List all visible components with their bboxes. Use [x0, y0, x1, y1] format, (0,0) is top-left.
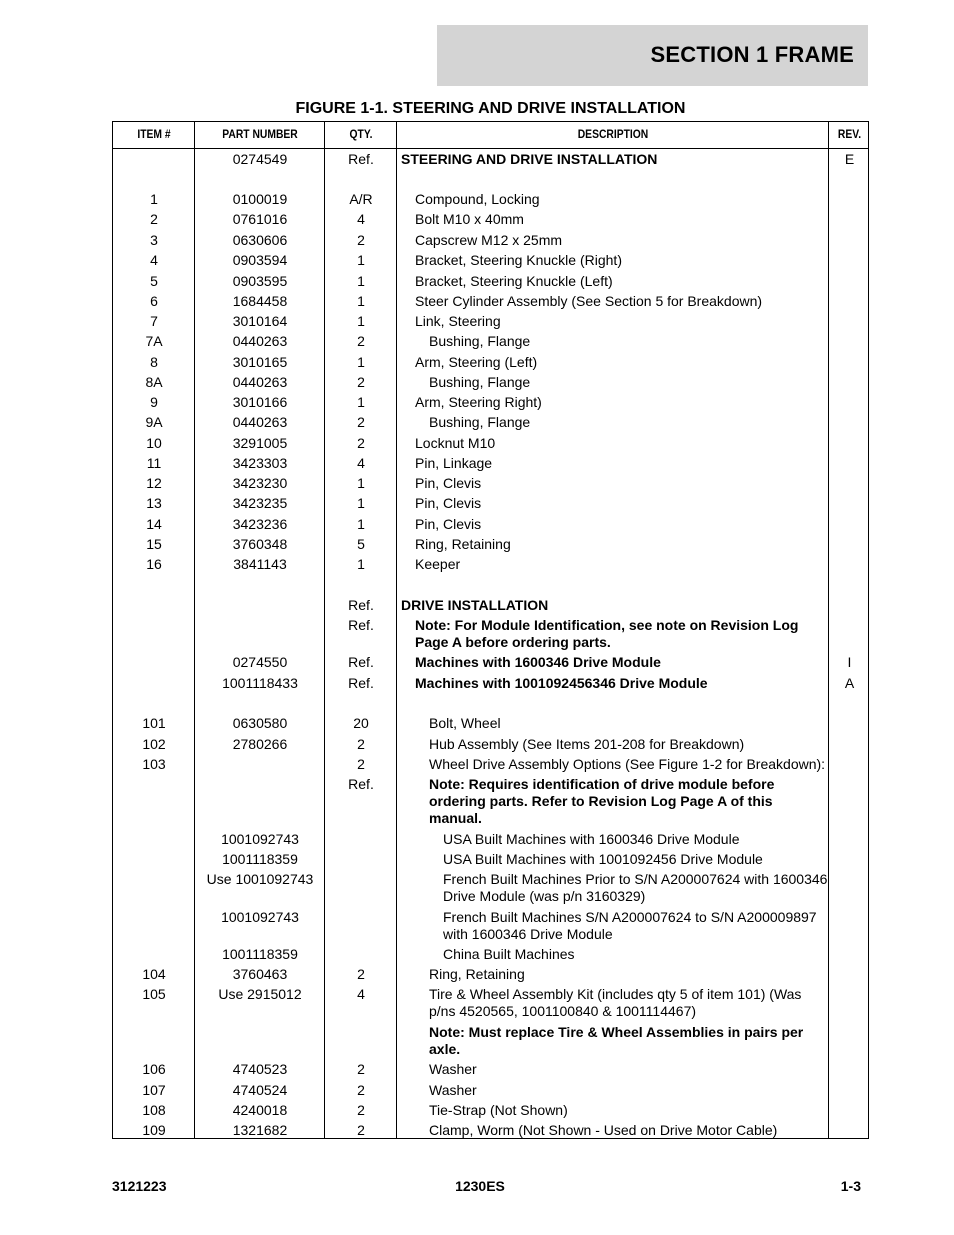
qty-cell: Ref. — [348, 597, 374, 613]
description-cell: USA Built Machines with 1001092456 Drive Module — [443, 851, 763, 867]
qty-cell: 2 — [357, 1061, 365, 1077]
part-number-cell: 3010164 — [232, 313, 288, 329]
parts-table — [112, 121, 869, 1139]
part-number-cell: 3291005 — [232, 435, 288, 451]
qty-cell: 1 — [357, 516, 365, 532]
description-cell: Bushing, Flange — [429, 414, 531, 430]
part-number-cell: 1001118359 — [222, 851, 298, 867]
description-cell: STEERING AND DRIVE INSTALLATION — [401, 151, 658, 167]
part-number-cell: 0903595 — [232, 273, 288, 289]
description-cell: Arm, Steering (Left) — [415, 354, 538, 370]
column-header-description: DESCRIPTION — [577, 127, 649, 141]
description-cell: Link, Steering — [415, 313, 501, 329]
item-cell: 8A — [145, 374, 163, 390]
qty-cell: 2 — [357, 333, 365, 349]
qty-cell: 2 — [357, 414, 365, 430]
item-cell: 101 — [142, 715, 166, 731]
description-cell: DRIVE INSTALLATION — [401, 597, 549, 613]
table-header — [113, 122, 868, 149]
description-cell: Arm, Steering Right) — [415, 394, 542, 410]
part-number-cell: 3760463 — [232, 966, 288, 982]
part-number-cell: 2780266 — [232, 736, 288, 752]
description-cell: Note: Requires identification of drive module before ordering parts. Refer to Revision Log Page A of this manual. — [429, 776, 775, 826]
description-cell: USA Built Machines with 1600346 Drive Module — [443, 831, 740, 847]
item-cell: 2 — [150, 211, 158, 227]
description-cell: Pin, Linkage — [415, 455, 493, 471]
part-number-cell: 3760348 — [232, 536, 288, 552]
description-cell: Bolt, Wheel — [429, 715, 501, 731]
qty-cell: 1 — [357, 394, 365, 410]
item-cell: 15 — [146, 536, 162, 552]
item-cell: 9 — [150, 394, 158, 410]
description-cell: Ring, Retaining — [429, 966, 525, 982]
description-cell: Keeper — [415, 556, 461, 572]
part-number-cell: 3423235 — [232, 495, 288, 511]
part-number-cell: 1684458 — [232, 293, 288, 309]
part-number-cell: 3423230 — [232, 475, 288, 491]
item-cell: 6 — [150, 293, 158, 309]
part-number-cell: 4740523 — [232, 1061, 288, 1077]
item-cell: 104 — [142, 966, 166, 982]
description-cell: Pin, Clevis — [415, 495, 482, 511]
item-cell: 14 — [146, 516, 162, 532]
qty-cell: Ref. — [348, 776, 374, 792]
rev-cell: E — [844, 151, 855, 167]
part-number-cell: 3010165 — [232, 354, 288, 370]
part-number-cell: 4240018 — [232, 1102, 288, 1118]
item-cell: 11 — [146, 455, 162, 471]
part-number-cell: 3010166 — [232, 394, 288, 410]
description-cell: Bushing, Flange — [429, 374, 531, 390]
part-number-cell: 0440263 — [232, 414, 288, 430]
description-cell: French Built Machines Prior to S/N A200007624 with 1600346 Drive Module (was p/n 3160329) — [443, 871, 828, 904]
description-cell: Capscrew M12 x 25mm — [415, 232, 563, 248]
qty-cell: 1 — [357, 495, 365, 511]
section-header — [437, 25, 868, 86]
qty-cell: 2 — [357, 232, 365, 248]
description-cell: Steer Cylinder Assembly (See Section 5 for Breakdown) — [415, 293, 763, 309]
description-cell: Bolt M10 x 40mm — [415, 211, 524, 227]
description-cell: Note: Must replace Tire & Wheel Assemblies in pairs per axle. — [429, 1024, 804, 1057]
item-cell: 106 — [142, 1061, 166, 1077]
description-cell: Washer — [429, 1082, 477, 1098]
item-cell: 103 — [142, 756, 166, 772]
qty-cell: 5 — [357, 536, 365, 552]
description-cell: Tire & Wheel Assembly Kit (includes qty 5 of item 101) (Was p/ns 4520565, 1001100840 & 1001114467) — [429, 986, 802, 1019]
part-number-cell: 0630606 — [232, 232, 288, 248]
item-cell: 10 — [146, 435, 162, 451]
description-cell: Washer — [429, 1061, 477, 1077]
qty-cell: 2 — [357, 736, 365, 752]
part-number-cell: 4740524 — [232, 1082, 288, 1098]
qty-cell: 4 — [357, 455, 365, 471]
rev-cell: I — [847, 654, 852, 670]
part-number-cell: 1001118433 — [222, 675, 298, 691]
description-cell: Pin, Clevis — [415, 475, 482, 491]
description-cell: Bracket, Steering Knuckle (Right) — [415, 252, 622, 268]
part-number-cell: 3423236 — [232, 516, 288, 532]
footer-model: 1230ES — [455, 1178, 505, 1194]
part-number-cell: 0440263 — [232, 333, 288, 349]
rev-cell: A — [844, 675, 855, 691]
qty-cell: 20 — [353, 715, 369, 731]
qty-cell: Ref. — [348, 151, 374, 167]
qty-cell: 1 — [357, 556, 365, 572]
item-cell: 105 — [142, 986, 166, 1002]
item-cell: 5 — [150, 273, 158, 289]
part-number-cell: 0761016 — [232, 211, 288, 227]
description-cell: China Built Machines — [443, 946, 575, 962]
part-number-cell: 0630580 — [232, 715, 288, 731]
qty-cell: 2 — [357, 1082, 365, 1098]
item-cell: 1 — [150, 191, 158, 207]
qty-cell: 2 — [357, 374, 365, 390]
qty-cell: 4 — [357, 986, 365, 1002]
item-cell: 13 — [146, 495, 162, 511]
qty-cell: Ref. — [348, 675, 374, 691]
item-cell: 4 — [150, 252, 158, 268]
item-cell: 109 — [142, 1122, 166, 1138]
description-cell: Bushing, Flange — [429, 333, 531, 349]
qty-cell: 1 — [357, 475, 365, 491]
qty-cell: 1 — [357, 313, 365, 329]
part-number-cell: 0903594 — [232, 252, 288, 268]
column-header-item: ITEM # — [137, 127, 171, 141]
qty-cell: 2 — [357, 966, 365, 982]
item-cell: 3 — [150, 232, 158, 248]
qty-cell: 2 — [357, 435, 365, 451]
qty-cell: 1 — [357, 354, 365, 370]
part-number-cell: 0100019 — [232, 191, 288, 207]
item-cell: 8 — [150, 354, 158, 370]
description-cell: French Built Machines S/N A200007624 to S/N A200009897 with 1600346 Drive Module — [443, 909, 817, 942]
description-cell: Machines with 1001092456346 Drive Module — [415, 675, 708, 691]
description-cell: Bracket, Steering Knuckle (Left) — [415, 273, 613, 289]
part-number-cell: 1001092743 — [221, 831, 299, 847]
footer-document-number: 3121223 — [112, 1178, 167, 1194]
description-cell: Clamp, Worm (Not Shown - Used on Drive Motor Cable) — [429, 1122, 778, 1138]
part-number-cell: Use 1001092743 — [206, 871, 314, 887]
qty-cell: 2 — [357, 756, 365, 772]
item-cell: 107 — [142, 1082, 166, 1098]
part-number-cell: Use 2915012 — [218, 986, 302, 1002]
description-cell: Machines with 1600346 Drive Module — [415, 654, 661, 670]
description-cell: Compound, Locking — [415, 191, 540, 207]
description-cell: Hub Assembly (See Items 201-208 for Breakdown) — [429, 736, 745, 752]
qty-cell: 1 — [357, 252, 365, 268]
description-cell: Wheel Drive Assembly Options (See Figure 1-2 for Breakdown): — [429, 756, 826, 772]
item-cell: 7A — [145, 333, 163, 349]
footer-page-number: 1-3 — [840, 1178, 861, 1194]
part-number-cell: 3841143 — [233, 556, 287, 572]
description-cell: Locknut M10 — [415, 435, 496, 451]
item-cell: 108 — [142, 1102, 166, 1118]
qty-cell: 4 — [357, 211, 365, 227]
description-cell: Ring, Retaining — [415, 536, 511, 552]
item-cell: 12 — [146, 475, 162, 491]
item-cell: 9A — [145, 414, 163, 430]
qty-cell: Ref. — [348, 654, 374, 670]
part-number-cell: 1321682 — [232, 1122, 288, 1138]
item-cell: 102 — [142, 736, 166, 752]
qty-cell: 2 — [357, 1122, 365, 1138]
qty-cell: A/R — [349, 191, 373, 207]
description-cell: Note: For Module Identification, see note on Revision Log Page A before ordering parts. — [415, 617, 799, 650]
part-number-cell: 3423303 — [232, 455, 288, 471]
part-number-cell: 0274549 — [232, 151, 288, 167]
part-number-cell: 1001092743 — [221, 909, 299, 925]
column-header-qty: QTY. — [349, 127, 373, 141]
figure-title: FIGURE 1-1. STEERING AND DRIVE INSTALLATION — [295, 100, 686, 117]
part-number-cell: 1001118359 — [222, 946, 298, 962]
part-number-cell: 0274550 — [232, 654, 288, 670]
description-cell: Tie-Strap (Not Shown) — [429, 1102, 568, 1118]
part-number-cell: 0440263 — [232, 374, 288, 390]
qty-cell: 1 — [357, 293, 365, 309]
description-cell: Pin, Clevis — [415, 516, 482, 532]
column-header-rev: REV. — [837, 127, 862, 141]
item-cell: 16 — [146, 556, 162, 572]
item-cell: 7 — [150, 313, 158, 329]
column-header-part-number: PART NUMBER — [222, 127, 298, 141]
qty-cell: 2 — [357, 1102, 365, 1118]
qty-cell: 1 — [357, 273, 365, 289]
section-title: SECTION 1 FRAME — [650, 42, 854, 67]
qty-cell: Ref. — [348, 617, 374, 633]
